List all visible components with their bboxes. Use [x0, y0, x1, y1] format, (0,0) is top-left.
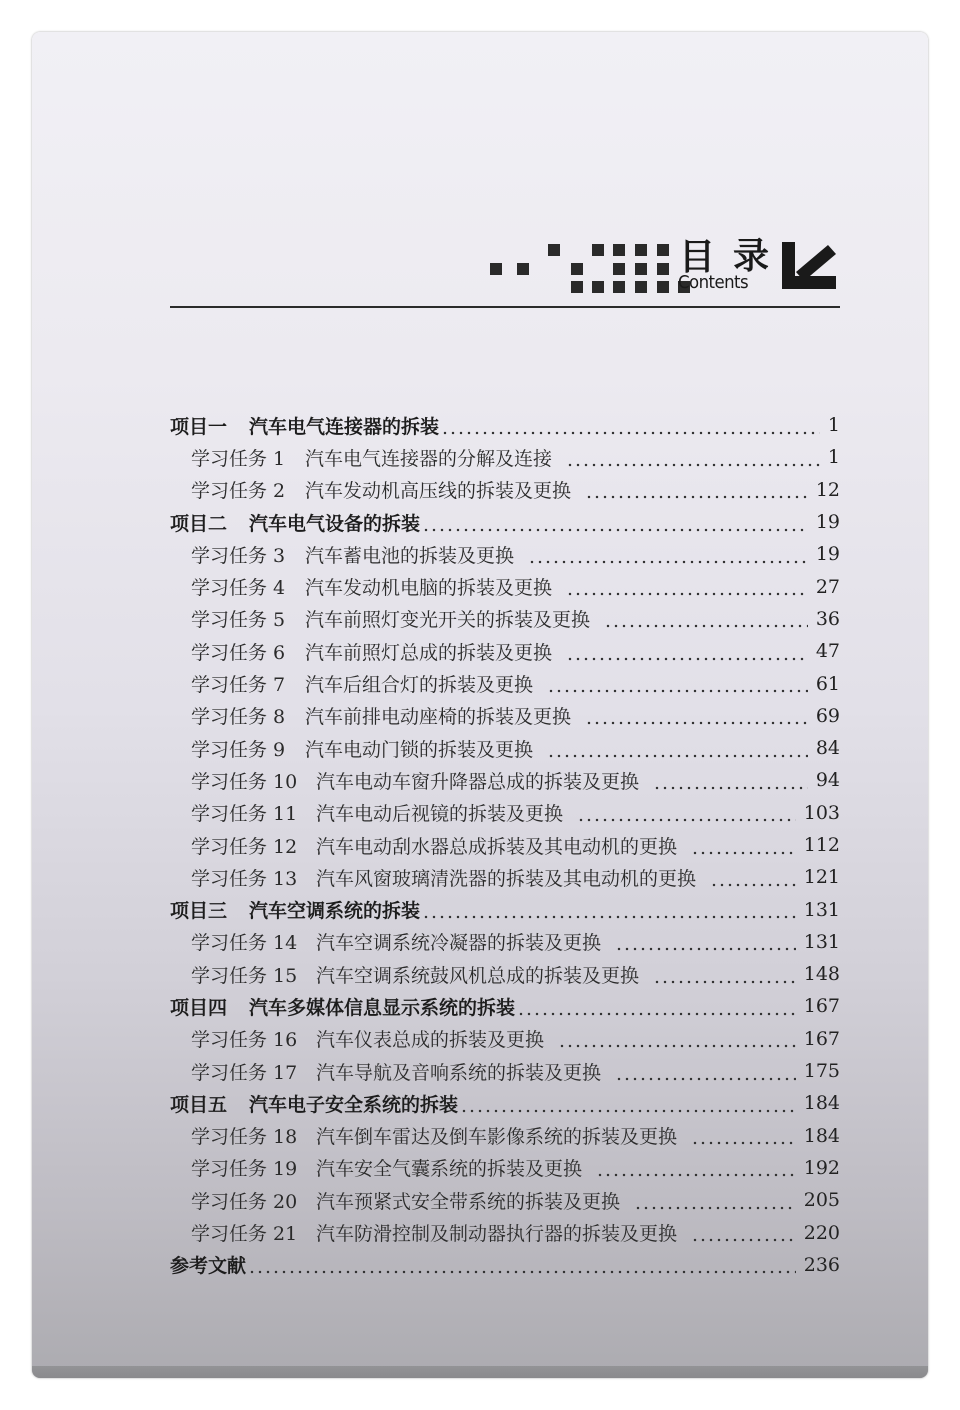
toc-entry-page: 19	[815, 511, 840, 534]
toc-entry-page: 103	[803, 801, 840, 824]
dot-leader	[566, 448, 820, 467]
toc-entry-page: 121	[803, 866, 840, 889]
dot-leader	[653, 965, 796, 984]
toc-entry-section[interactable]	[170, 506, 840, 538]
table-of-contents	[170, 409, 840, 1281]
toc-entry-title: 汽车防滑控制及制动器执行器的拆装及更换	[316, 1223, 678, 1246]
toc-entry-label: 学习任务 19	[191, 1158, 298, 1181]
toc-entry-page: 94	[815, 769, 840, 792]
header-subtitle: Contents	[678, 272, 749, 293]
toc-entry-task[interactable]	[170, 538, 840, 570]
toc-entry-label: 学习任务 1	[191, 447, 286, 470]
dot-leader	[441, 416, 820, 435]
toc-entry-task[interactable]	[170, 861, 840, 893]
toc-entry-title: 汽车空调系统鼓风机总成的拆装及更换	[316, 964, 640, 987]
toc-entry-title: 汽车发动机高压线的拆装及更换	[305, 480, 572, 503]
toc-entry-label: 学习任务 9	[191, 738, 286, 761]
toc-entry-task[interactable]	[170, 958, 840, 990]
toc-entry-page: 205	[803, 1189, 840, 1212]
toc-entry-task[interactable]	[170, 1055, 840, 1087]
book-page	[32, 32, 928, 1378]
toc-entry-title: 汽车风窗玻璃清洗器的拆装及其电动机的更换	[316, 867, 697, 890]
toc-entry-label: 学习任务 4	[191, 577, 286, 600]
toc-entry-page: 1	[827, 446, 840, 469]
toc-entry-label: 学习任务 7	[191, 674, 286, 697]
dot-leader	[547, 739, 808, 758]
toc-entry-page: 131	[803, 930, 840, 953]
dot-leader	[517, 997, 796, 1016]
header-title-char-2: 录	[733, 236, 770, 277]
dot-leader	[528, 545, 808, 564]
toc-entry-page: 167	[803, 1027, 840, 1050]
toc-entry-label: 学习任务 13	[191, 867, 298, 890]
dot-leader	[596, 1158, 796, 1177]
toc-entry-page: 1	[827, 414, 840, 437]
toc-entry-title: 参考文献	[170, 1255, 247, 1278]
toc-entry-task[interactable]	[170, 441, 840, 473]
dot-leader	[460, 1094, 796, 1113]
toc-entry-page: 184	[803, 1092, 840, 1115]
dot-leader	[577, 803, 796, 822]
toc-entry-page: 36	[815, 607, 840, 630]
toc-entry-label: 学习任务 12	[191, 835, 298, 858]
dot-leader	[615, 1062, 796, 1081]
dot-leader	[558, 1029, 796, 1048]
toc-entry-page: 236	[803, 1253, 840, 1276]
toc-entry-label: 项目五	[170, 1093, 228, 1116]
toc-entry-task[interactable]	[170, 1120, 840, 1152]
toc-entry-task[interactable]	[170, 1216, 840, 1248]
toc-entry-page: 112	[803, 834, 840, 856]
dot-leader	[691, 1126, 796, 1145]
toc-entry-title: 汽车安全气囊系统的拆装及更换	[316, 1158, 583, 1181]
toc-entry-title: 汽车前排电动座椅的拆装及更换	[305, 706, 572, 729]
dot-leader	[710, 868, 796, 887]
dot-leader	[566, 642, 808, 661]
dot-leader	[653, 771, 808, 790]
toc-entry-task[interactable]	[170, 1184, 840, 1216]
toc-entry-title: 汽车空调系统冷凝器的拆装及更换	[316, 932, 602, 955]
toc-entry-task[interactable]	[170, 570, 840, 602]
dot-leader	[422, 900, 796, 919]
toc-entry-title: 汽车多媒体信息显示系统的拆装	[249, 996, 516, 1019]
toc-entry-task[interactable]	[170, 700, 840, 732]
arrow-down-left-icon	[782, 242, 838, 290]
toc-entry-label: 学习任务 18	[191, 1126, 298, 1149]
toc-entry-title: 汽车后组合灯的拆装及更换	[305, 674, 534, 697]
toc-entry-label: 学习任务 11	[191, 803, 298, 826]
toc-entry-label: 学习任务 17	[191, 1061, 298, 1084]
toc-entry-title: 汽车电动后视镜的拆装及更换	[316, 803, 564, 826]
toc-entry-task[interactable]	[170, 797, 840, 829]
toc-entry-page: 131	[803, 898, 840, 921]
toc-entry-task[interactable]	[170, 926, 840, 958]
dot-leader	[634, 1191, 796, 1210]
dot-leader	[566, 577, 808, 596]
toc-entry-label: 学习任务 10	[191, 770, 298, 793]
toc-entry-task[interactable]	[170, 1023, 840, 1055]
toc-entry-title: 汽车导航及音响系统的拆装及更换	[316, 1061, 602, 1084]
toc-entry-label: 项目三	[170, 900, 228, 923]
toc-entry-label: 学习任务 8	[191, 706, 286, 729]
toc-entry-page: 61	[815, 672, 840, 695]
toc-entry-page: 175	[803, 1060, 840, 1083]
toc-entry-task[interactable]	[170, 764, 840, 796]
dot-leader	[615, 932, 796, 951]
toc-entry-page: 69	[815, 704, 840, 727]
toc-entry-page: 19	[815, 543, 840, 566]
toc-entry-label: 学习任务 16	[191, 1029, 298, 1052]
toc-entry-page: 84	[815, 737, 840, 760]
dot-leader	[691, 1223, 796, 1242]
toc-entry-section[interactable]	[170, 893, 840, 925]
dot-leader	[585, 706, 808, 725]
toc-entry-task[interactable]	[170, 1152, 840, 1184]
toc-entry-section[interactable]	[170, 990, 840, 1022]
toc-entry-references[interactable]	[170, 1249, 840, 1281]
toc-entry-page: 192	[803, 1156, 840, 1179]
toc-entry-label: 学习任务 21	[191, 1223, 298, 1246]
toc-entry-page: 167	[803, 995, 840, 1018]
toc-entry-label: 项目一	[170, 415, 228, 438]
toc-entry-label: 项目四	[170, 996, 228, 1019]
dot-leader	[248, 1255, 796, 1274]
toc-entry-title: 汽车仪表总成的拆装及更换	[316, 1029, 545, 1052]
toc-entry-title: 汽车电气连接器的分解及连接	[305, 447, 553, 470]
toc-entry-label: 学习任务 15	[191, 964, 298, 987]
toc-entry-page: 184	[803, 1124, 840, 1147]
toc-entry-task[interactable]	[170, 603, 840, 635]
toc-entry-label: 学习任务 2	[191, 480, 286, 503]
dot-leader	[585, 480, 808, 499]
toc-entry-page: 47	[815, 640, 840, 663]
toc-entry-label: 项目二	[170, 512, 228, 535]
toc-entry-label: 学习任务 5	[191, 609, 286, 632]
dot-leader	[547, 674, 808, 693]
toc-entry-title: 汽车蓄电池的拆装及更换	[305, 544, 515, 567]
toc-entry-page: 12	[815, 478, 840, 501]
dot-leader	[422, 513, 808, 532]
toc-entry-task[interactable]	[170, 474, 840, 506]
toc-entry-task[interactable]	[170, 635, 840, 667]
toc-entry-label: 学习任务 14	[191, 932, 298, 955]
toc-entry-title: 汽车空调系统的拆装	[249, 900, 421, 923]
toc-entry-page: 148	[803, 963, 840, 986]
toc-entry-label: 学习任务 6	[191, 641, 286, 664]
toc-entry-title: 汽车前照灯总成的拆装及更换	[305, 641, 553, 664]
toc-entry-title: 汽车电动刮水器总成拆装及其电动机的更换	[316, 835, 678, 858]
toc-entry-task[interactable]	[170, 667, 840, 699]
toc-entry-label: 学习任务 20	[191, 1190, 298, 1213]
header-rule	[170, 306, 840, 308]
toc-entry-title: 汽车电子安全系统的拆装	[249, 1093, 459, 1116]
dot-leader	[691, 836, 796, 855]
toc-entry-task[interactable]	[170, 732, 840, 764]
toc-entry-title: 汽车电动车窗升降器总成的拆装及更换	[316, 770, 640, 793]
toc-entry-title: 汽车电气设备的拆装	[249, 512, 421, 535]
toc-entry-section[interactable]	[170, 1087, 840, 1119]
toc-entry-title: 汽车倒车雷达及倒车影像系统的拆装及更换	[316, 1126, 678, 1149]
toc-entry-title: 汽车发动机电脑的拆装及更换	[305, 577, 553, 600]
toc-entry-page: 27	[815, 575, 840, 598]
toc-entry-title: 汽车前照灯变光开关的拆装及更换	[305, 609, 591, 632]
page-edge-shadow	[32, 1366, 928, 1378]
toc-entry-title: 汽车预紧式安全带系统的拆装及更换	[316, 1190, 621, 1213]
toc-entry-label: 学习任务 3	[191, 544, 286, 567]
toc-entry-title: 汽车电动门锁的拆装及更换	[305, 738, 534, 761]
toc-entry-page: 220	[803, 1221, 840, 1244]
dot-leader	[604, 609, 808, 628]
toc-entry-title: 汽车电气连接器的拆装	[249, 415, 440, 438]
header-title-char-1: 目	[679, 237, 716, 278]
toc-entry-task[interactable]	[170, 829, 840, 861]
toc-entry-section[interactable]	[170, 409, 840, 441]
